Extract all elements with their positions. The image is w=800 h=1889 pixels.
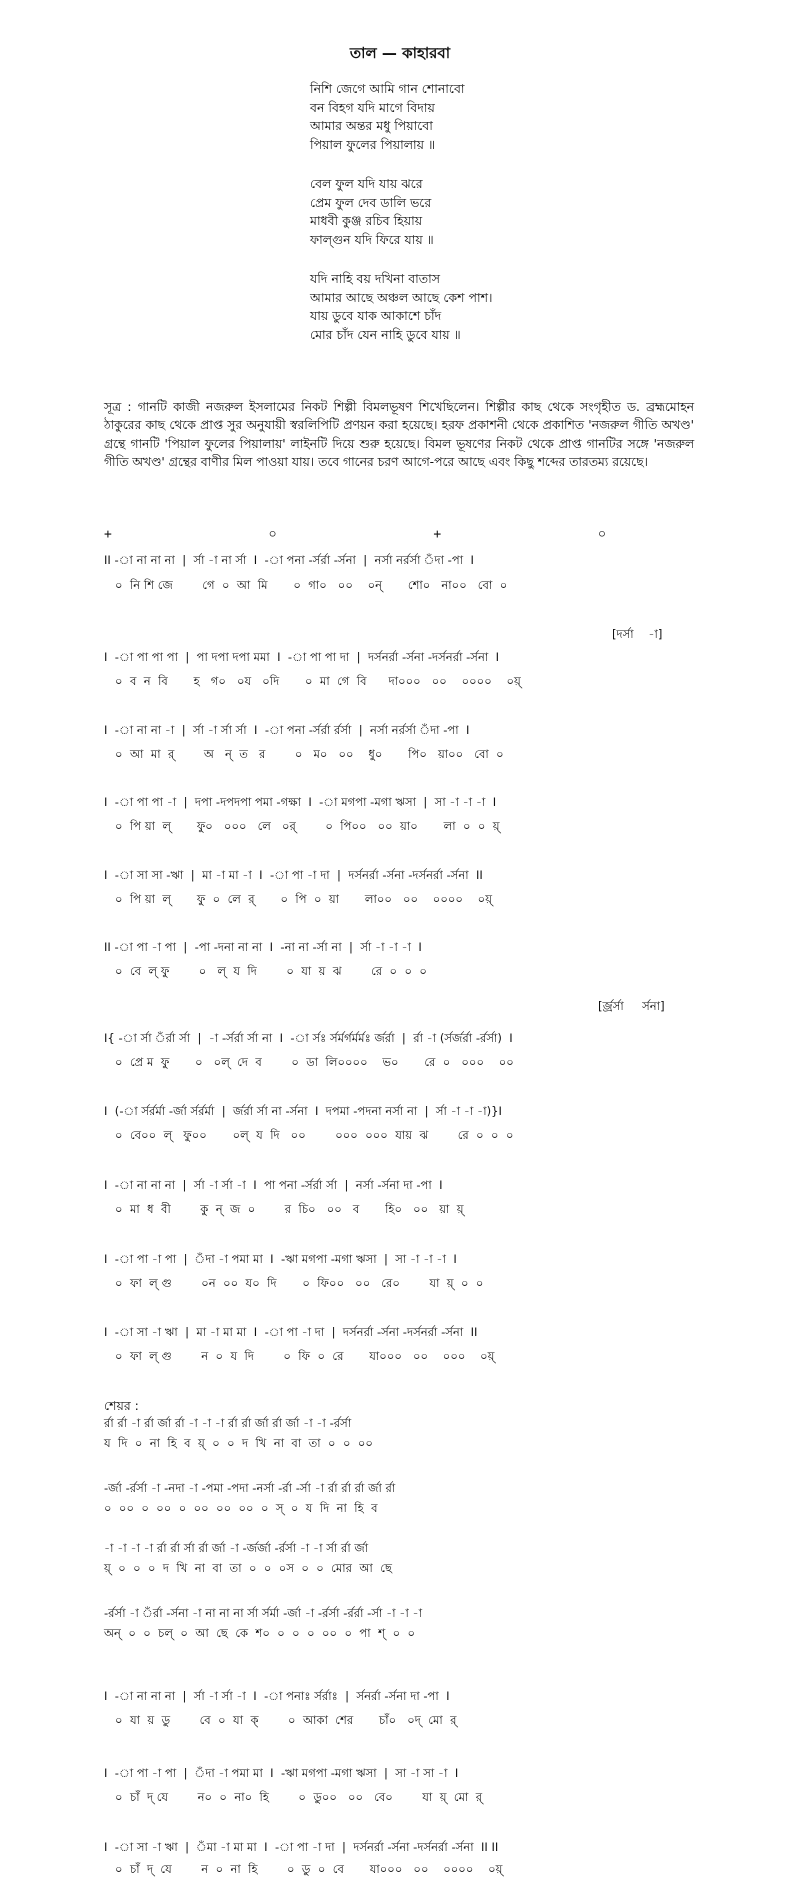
bani-row: ০ বে০০ ল্ ফু০০ ০ল্ য দি ০০ ০০০ ০০০ যায় ঝ রে ০ ০ ০: [104, 1128, 514, 1142]
bani-row: য়্ ০ ০ ০ দ খি না বা তা ০ ০ ০স ০ ০ মোর আ ছে: [104, 1561, 393, 1575]
swar-row: I -া পা -া পা | ঁদা -া পমা মা I -ঋা মগপা -মগা ঋসা | সা -া সা -া I: [104, 1766, 459, 1780]
bani-row: ০ মা ধ বী কু ন্ জ ০ র চি০ ০০ ব হি০ ০০ য়া য়্: [104, 1202, 464, 1216]
bani-row: ০ আ মা র্ অ ন্ ত র ০ ম০ ০০ ধু০ পি০ য়া০০ বো ০: [104, 747, 504, 761]
bani-row: ০ ফা ল্ গু ০ন ০০ য০ দি ০ ফি০০ ০০ রে০ যা য়্ ০ ০: [104, 1276, 484, 1290]
bani-row: ০ চাঁ দ্ যে ন০ ০ না০ হি ০ ডু০০ ০০ বে০ যা য়্ মো র্: [104, 1790, 483, 1804]
lyric-line: আমার আছে অঞ্চল আছে কেশ পাশ।: [310, 289, 493, 305]
lyric-line: আমার অন্তর মধু পিয়াবো: [310, 118, 433, 133]
swar-row: I{ -া র্সা ঁর্রা র্সা | -া -র্সর্রা র্সা না I -া র্সঃ র্সর্মর্গর্মর্মঃ র্জর্রা | র্রা -া (র্সর্জর্রা -র্রর্সা) I: [104, 1031, 513, 1045]
swar-row: -া -া -া -া র্রা র্রা র্সা র্রা র্জা -া -র্জর্জা -র্রর্সা -া -া র্সা র্রা র্জা: [104, 1541, 369, 1555]
beat-markers: + ০ + ০: [104, 527, 607, 542]
bani-row: ০ পি য়া ল্ ফু ০ লে র্ ০ পি ০ য়া লা০০ ০০ ০০০০ ০য়্: [104, 892, 493, 906]
swar-row: I -া পা পা পা | পা দপা দপা মমা I -া পা পা দা | দর্সনর্রা -র্সনা -দর্সনর্রা -র্সনা I: [104, 650, 500, 664]
bani-row: ০ ০০ ০ ০০ ০ ০০ ০০ ০০ ০ স্ ০ য দি না হি ব: [104, 1501, 378, 1515]
swar-row: I -া পা পা -া | দপা -দপদপা পমা -গক্ষা I -া মগপা -মগা ঋসা | সা -া -া -া I: [104, 795, 497, 809]
lyric-line: বন বিহগ যদি মাগে বিদায়: [310, 99, 435, 115]
lyric-line: প্রেম ফুল দেব ডালি ভরে: [310, 194, 432, 210]
swar-row: II -া পা -া পা | -পা -দনা না না I -না না -র্সা না | র্সা -া -া -া I: [104, 940, 422, 954]
bani-row: ০ নি শি জে গে ০ আ মি ০ গা০ ০০ ০ন্ শো০ না০০ বো ০: [104, 578, 508, 592]
lyric-line: ফাল্গুন যদি ফিরে যায় ॥: [310, 231, 434, 247]
bani-row: ০ ব ন বি হ গ০ ০য ০দি ০ মা গে বি দা০০০ ০০ ০০০০ ০য়্: [104, 674, 521, 688]
swar-row: র্রা র্রা -া র্রা র্জা র্রা -া -া -া র্রা র্রা র্জা র্রা র্জা -া -া -র্রর্সা: [104, 1416, 352, 1430]
bani-row: য দি ০ না হি ব য়্ ০ ০ দ খি না বা তা ০ ০ ০০: [104, 1436, 373, 1450]
lyric-line: যায় ডুবে যাক আকাশে চাঁদ: [310, 308, 442, 323]
swar-row: I -া পা -া পা | ঁদা -া পমা মা I -ঋা মগপা -মগা ঋসা | সা -া -া -া I: [104, 1252, 457, 1266]
bani-row: ০ যা য় ডু বে ০ যা ক্ ০ আকা শের চাঁ০ ০দ্ মো র্: [104, 1713, 457, 1727]
swar-row: I -া সা -া ঋা | মা -া মা মা I -া পা -া দা | দর্সনর্রা -র্সনা -দর্সনর্রা -র্সনা II: [104, 1325, 478, 1339]
page-title: তাল — কাহারবা: [349, 44, 451, 62]
bani-row: অন্ ০ ০ চল্ ০ আ ছে কে শ০ ০ ০ ০ ০০ ০ পা শ্ ০ ০: [104, 1626, 416, 1640]
lyric-line: মোর চাঁদ যেন নাহি ডুবে যায় ॥: [310, 326, 461, 342]
lyric-line: নিশি জেগে আমি গান শোনাবো: [310, 81, 465, 96]
sheyar-label: শেয়র :: [104, 1398, 139, 1413]
bracket-annotation: [র্জ্রর্সা র্সনা]: [598, 999, 665, 1013]
lyric-line: বেল ফুল যদি যায় ঝরে: [310, 176, 423, 191]
bani-row: ০ বে ল্ ফু ০ ল্ য দি ০ যা য় ঝ রে ০ ০ ০: [104, 964, 427, 978]
lyric-line: যদি নাহি বয় দখিনা বাতাস: [310, 271, 441, 286]
swar-row: I -া না না না | র্সা -া র্সা -া I পা পনা -র্সর্রা র্সা | নর্সা -র্সনা দা -পা I: [104, 1178, 443, 1192]
bani-row: ০ প্রে ম ফু ০ ০ল্ দে ব ০ ডা লি০০০০ ভ০ রে ০ ০০০ ০০: [104, 1055, 514, 1069]
swar-row: I -া না না -া | র্সা -া র্সা র্সা I -া পনা -র্সর্রা র্রর্সা | নর্সা নর্রর্সা ঁদা -পা I: [104, 723, 470, 737]
swar-row: I -া না না না | র্সা -া র্সা -া I -া পনাঃ র্সর্রাঃ | র্সনর্রা -র্সনা দা -পা I: [104, 1689, 450, 1703]
swar-row: -র্রর্সা -া ঁর্রা -র্সনা -া না না না র্সা র্সর্মা -র্জা -া -র্রর্সা -র্রর্রা -র্সা -া -া -া: [104, 1606, 423, 1620]
swar-row: I (-া র্সর্রর্মা -র্জা র্সর্রর্মা | র্জর্রা র্সা না -র্সনা I দপমা -পদনা নর্সা না | র্সা -া -া -া)}I: [104, 1104, 502, 1118]
bani-row: ০ ফা ল্ গু ন ০ য দি ০ ফি ০ রে যা০০০ ০০ ০০০ ০য়্: [104, 1349, 495, 1363]
swar-row: -র্জা -র্রর্সা -া -নদা -া -পমা -পদা -নর্সা -র্রা -র্সা -া র্রা র্রা র্রা র্জা র্রা: [104, 1481, 396, 1495]
bani-row: ০ পি য়া ল্ ফু০ ০০০ লে ০র্ ০ পি০০ ০০ য়া০ লা ০ ০ য়্: [104, 819, 500, 833]
swar-row: I -া সা সা -ঋা | মা -া মা -া I -া পা -া দা | দর্সনর্রা -র্সনা -দর্সনর্রা -র্সনা II: [104, 868, 483, 882]
bracket-annotation: [দর্সা -া]: [612, 627, 663, 641]
bani-row: ০ চাঁ দ্ যে ন ০ না হি ০ ডু ০ বে যা০০০ ০০ ০০০০ ০য়্: [104, 1862, 503, 1876]
lyric-line: পিয়াল ফুলের পিয়ালায় ॥: [310, 136, 436, 152]
swar-row: II -া না না না | র্সা -া না র্সা I -া পনা -র্সর্রা -র্সনা | নর্সা নর্রর্সা ঁদা -পা I: [104, 553, 474, 567]
swar-row: I -া সা -া ঋা | ঁমা -া মা মা I -া পা -া দা | দর্সনর্রা -র্সনা -দর্সনর্রা -র্সনা II II: [104, 1840, 499, 1854]
source-note: সূত্র : গানটি কাজী নজরুল ইসলামের নিকট শিল্পী বিমলভূষণ শিখেছিলেন। শিল্পীর কাছ থেকে সংগৃহীত ড. ব্রহ্মমোহন ঠাকুরের কাছ থেকে প্রাপ্ত সুর অনুযায়ী স্বরলিপিটি প্রণয়ন করা হয়েছে। হরফ প্রকাশনী থেকে প্রকাশিত 'নজরুল গীতি অখণ্ড' গ্রন্থে গানটি 'পিয়াল ফুলের পিয়ালায়' লাইনটি দিয়ে শুরু হয়েছে। বিমল ভূষণের নিকট থেকে প্রাপ্ত গানটির সঙ্গে 'নজরুল গীতি অখণ্ড' গ্রন্থের বাণীর মিল পাওয়া যায়। তবে গানের চরণ আগে-পরে আছে এবং কিছু শব্দের তারতম্য রয়েছে।: [104, 400, 694, 470]
lyric-line: মাধবী কুঞ্জ রচিব হিয়ায়: [310, 213, 423, 228]
